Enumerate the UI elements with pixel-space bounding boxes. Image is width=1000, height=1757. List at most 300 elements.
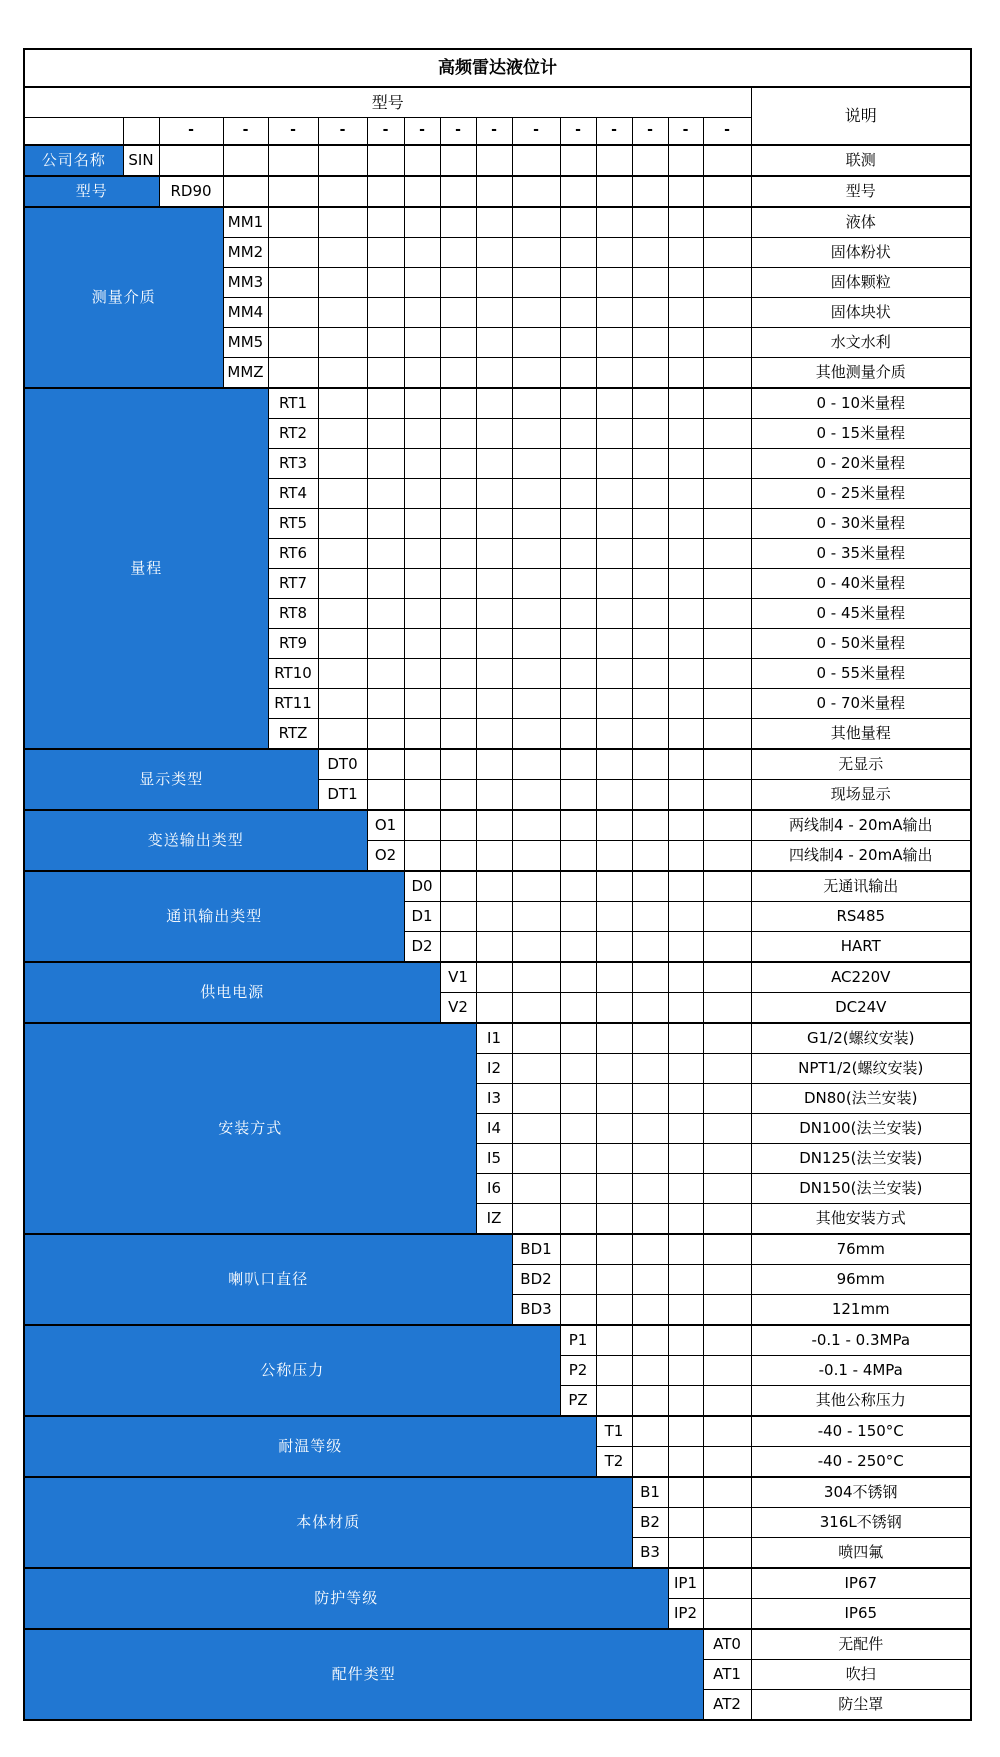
- grid-cell: [668, 1416, 703, 1447]
- grid-cell: [404, 719, 440, 750]
- grid-cell: [367, 207, 404, 238]
- grid-cell: [703, 479, 751, 509]
- option-description: 无显示: [751, 749, 971, 780]
- grid-cell: [512, 1114, 560, 1144]
- grid-cell: [560, 328, 596, 358]
- option-code: D2: [404, 932, 440, 963]
- grid-cell: [596, 1265, 632, 1295]
- grid-cell: [560, 780, 596, 811]
- option-description: DN80(法兰安装): [751, 1084, 971, 1114]
- grid-cell: [476, 629, 512, 659]
- grid-cell: [632, 902, 668, 932]
- dash-separator: -: [440, 118, 476, 146]
- option-code: RT6: [268, 539, 318, 569]
- grid-cell: [512, 962, 560, 993]
- grid-cell: [596, 1386, 632, 1417]
- grid-cell: [668, 932, 703, 963]
- grid-cell: [560, 298, 596, 328]
- grid-cell: [476, 780, 512, 811]
- grid-cell: [596, 599, 632, 629]
- grid-cell: [703, 871, 751, 902]
- option-code: P2: [560, 1356, 596, 1386]
- grid-cell: [318, 207, 367, 238]
- grid-cell: [367, 449, 404, 479]
- grid-cell: [476, 419, 512, 449]
- option-code: SIN: [123, 145, 159, 176]
- grid-cell: [404, 238, 440, 268]
- grid-cell: [268, 238, 318, 268]
- grid-cell: [560, 479, 596, 509]
- grid-cell: [512, 719, 560, 750]
- grid-cell: [703, 358, 751, 389]
- grid-cell: [476, 207, 512, 238]
- option-description: 0 - 20米量程: [751, 449, 971, 479]
- option-description: 其他安装方式: [751, 1204, 971, 1235]
- grid-cell: [512, 841, 560, 872]
- grid-cell: [668, 629, 703, 659]
- option-code: D0: [404, 871, 440, 902]
- grid-cell: [560, 176, 596, 207]
- grid-cell: [632, 1054, 668, 1084]
- grid-cell: [668, 207, 703, 238]
- grid-cell: [703, 449, 751, 479]
- option-description: NPT1/2(螺纹安装): [751, 1054, 971, 1084]
- option-code: DT0: [318, 749, 367, 780]
- grid-cell: [668, 902, 703, 932]
- grid-cell: [440, 599, 476, 629]
- option-description: 水文水利: [751, 328, 971, 358]
- grid-cell: [560, 268, 596, 298]
- grid-cell: [632, 569, 668, 599]
- grid-cell: [268, 207, 318, 238]
- grid-cell: [703, 1144, 751, 1174]
- grid-cell: [560, 871, 596, 902]
- grid-cell: [632, 689, 668, 719]
- grid-cell: [404, 358, 440, 389]
- selection-table: [23, 48, 972, 1721]
- grid-cell: [476, 659, 512, 689]
- option-code: RT8: [268, 599, 318, 629]
- grid-cell: [668, 1204, 703, 1235]
- grid-cell: [560, 569, 596, 599]
- option-code: I5: [476, 1144, 512, 1174]
- grid-cell: [440, 841, 476, 872]
- grid-cell: [703, 1386, 751, 1417]
- grid-cell: [512, 993, 560, 1024]
- grid-cell: [668, 871, 703, 902]
- grid-cell: [632, 659, 668, 689]
- grid-cell: [367, 419, 404, 449]
- grid-cell: [703, 176, 751, 207]
- grid-cell: [560, 1204, 596, 1235]
- grid-cell: [512, 932, 560, 963]
- grid-cell: [596, 1234, 632, 1265]
- grid-cell: [512, 689, 560, 719]
- grid-cell: [223, 145, 268, 176]
- grid-cell: [703, 902, 751, 932]
- grid-cell: [476, 569, 512, 599]
- grid-cell: [632, 1325, 668, 1356]
- grid-cell: [268, 298, 318, 328]
- grid-cell: [404, 841, 440, 872]
- grid-cell: [440, 449, 476, 479]
- grid-cell: [512, 328, 560, 358]
- grid-cell: [596, 388, 632, 419]
- grid-cell: [596, 419, 632, 449]
- option-description: DN150(法兰安装): [751, 1174, 971, 1204]
- category-label: 本体材质: [24, 1477, 632, 1568]
- grid-cell: [668, 539, 703, 569]
- grid-cell: [668, 1114, 703, 1144]
- grid-cell: [632, 388, 668, 419]
- grid-cell: [404, 268, 440, 298]
- option-description: 四线制4 - 20mA输出: [751, 841, 971, 872]
- grid-cell: [476, 689, 512, 719]
- option-description: AC220V: [751, 962, 971, 993]
- grid-cell: [512, 1144, 560, 1174]
- grid-cell: [596, 176, 632, 207]
- grid-cell: [703, 509, 751, 539]
- grid-cell: [476, 841, 512, 872]
- grid-cell: [632, 479, 668, 509]
- grid-cell: [703, 1325, 751, 1356]
- grid-cell: [632, 207, 668, 238]
- option-description: DN100(法兰安装): [751, 1114, 971, 1144]
- grid-cell: [318, 449, 367, 479]
- grid-cell: [632, 1386, 668, 1417]
- option-description: RS485: [751, 902, 971, 932]
- grid-cell: [632, 810, 668, 841]
- grid-cell: [476, 479, 512, 509]
- grid-cell: [268, 268, 318, 298]
- grid-cell: [476, 358, 512, 389]
- grid-cell: [512, 176, 560, 207]
- grid-cell: [512, 145, 560, 176]
- grid-cell: [476, 599, 512, 629]
- grid-cell: [440, 419, 476, 449]
- grid-cell: [476, 388, 512, 419]
- grid-cell: [367, 358, 404, 389]
- option-code: B3: [632, 1538, 668, 1569]
- grid-cell: [404, 599, 440, 629]
- option-code: RT3: [268, 449, 318, 479]
- grid-cell: [668, 1174, 703, 1204]
- grid-cell: [668, 1508, 703, 1538]
- grid-cell: [440, 207, 476, 238]
- category-label: 防护等级: [24, 1568, 668, 1629]
- dash-separator: -: [223, 118, 268, 146]
- option-code: RTZ: [268, 719, 318, 750]
- grid-cell: [668, 1144, 703, 1174]
- grid-cell: [512, 298, 560, 328]
- option-code: BD2: [512, 1265, 560, 1295]
- grid-cell: [560, 841, 596, 872]
- grid-cell: [703, 268, 751, 298]
- grid-cell: [512, 1204, 560, 1235]
- dash-separator: -: [159, 118, 223, 146]
- grid-cell: [476, 328, 512, 358]
- grid-cell: [703, 841, 751, 872]
- grid-cell: [367, 388, 404, 419]
- grid-cell: [596, 659, 632, 689]
- category-label: 公司名称: [24, 145, 123, 176]
- grid-cell: [440, 932, 476, 963]
- grid-cell: [512, 629, 560, 659]
- option-description: 防尘罩: [751, 1690, 971, 1721]
- grid-cell: [668, 1356, 703, 1386]
- option-description: 型号: [751, 176, 971, 207]
- grid-cell: [632, 328, 668, 358]
- option-code: AT0: [703, 1629, 751, 1660]
- option-code: B1: [632, 1477, 668, 1508]
- grid-cell: [476, 539, 512, 569]
- grid-cell: [512, 871, 560, 902]
- grid-cell: [668, 1265, 703, 1295]
- grid-cell: [668, 1477, 703, 1508]
- grid-cell: [632, 871, 668, 902]
- grid-cell: [632, 509, 668, 539]
- grid-cell: [632, 629, 668, 659]
- grid-cell: [703, 328, 751, 358]
- grid-cell: [512, 599, 560, 629]
- option-code: MM3: [223, 268, 268, 298]
- grid-cell: [596, 1054, 632, 1084]
- grid-cell: [596, 298, 632, 328]
- grid-cell: [596, 539, 632, 569]
- grid-cell: [632, 1416, 668, 1447]
- grid-cell: [703, 659, 751, 689]
- option-code: T2: [596, 1447, 632, 1478]
- option-code: RD90: [159, 176, 223, 207]
- category-label: 安装方式: [24, 1023, 476, 1234]
- grid-cell: [596, 145, 632, 176]
- grid-cell: [476, 871, 512, 902]
- grid-cell: [318, 298, 367, 328]
- grid-cell: [703, 1114, 751, 1144]
- grid-cell: [440, 629, 476, 659]
- grid-cell: [404, 298, 440, 328]
- grid-cell: [560, 993, 596, 1024]
- grid-cell: [440, 176, 476, 207]
- grid-cell: [404, 509, 440, 539]
- model-selection-sheet: [23, 48, 972, 1721]
- grid-cell: [404, 629, 440, 659]
- option-code: RT4: [268, 479, 318, 509]
- grid-cell: [668, 328, 703, 358]
- option-code: RT9: [268, 629, 318, 659]
- grid-cell: [596, 1144, 632, 1174]
- option-description: 固体粉状: [751, 238, 971, 268]
- dash-separator: -: [668, 118, 703, 146]
- grid-cell: [512, 1084, 560, 1114]
- option-code: I1: [476, 1023, 512, 1054]
- grid-cell: [703, 599, 751, 629]
- grid-cell: [440, 539, 476, 569]
- grid-cell: [560, 358, 596, 389]
- grid-cell: [367, 268, 404, 298]
- category-label: 耐温等级: [24, 1416, 596, 1477]
- grid-cell: [596, 1356, 632, 1386]
- grid-cell: [596, 268, 632, 298]
- option-description: 固体颗粒: [751, 268, 971, 298]
- grid-cell: [668, 993, 703, 1024]
- grid-cell: [703, 629, 751, 659]
- grid-cell: [703, 419, 751, 449]
- dash-separator: -: [318, 118, 367, 146]
- grid-cell: [596, 479, 632, 509]
- grid-cell: [632, 1144, 668, 1174]
- grid-cell: [367, 599, 404, 629]
- grid-cell: [632, 298, 668, 328]
- model-code-header: 型号: [24, 87, 751, 118]
- grid-cell: [596, 1174, 632, 1204]
- option-code: RT2: [268, 419, 318, 449]
- grid-cell: [476, 719, 512, 750]
- option-description: 其他公称压力: [751, 1386, 971, 1417]
- grid-cell: [668, 1325, 703, 1356]
- grid-cell: [668, 719, 703, 750]
- option-description: 其他测量介质: [751, 358, 971, 389]
- grid-cell: [367, 780, 404, 811]
- grid-cell: [367, 539, 404, 569]
- grid-cell: [560, 1234, 596, 1265]
- grid-cell: [596, 1204, 632, 1235]
- grid-cell: [560, 932, 596, 963]
- grid-cell: [668, 449, 703, 479]
- grid-cell: [596, 629, 632, 659]
- grid-cell: [367, 238, 404, 268]
- grid-cell: [404, 207, 440, 238]
- option-code: BD3: [512, 1295, 560, 1326]
- dash-separator: -: [560, 118, 596, 146]
- option-description: 76mm: [751, 1234, 971, 1265]
- grid-cell: [596, 1114, 632, 1144]
- grid-cell: [367, 629, 404, 659]
- grid-cell: [123, 118, 159, 146]
- grid-cell: [512, 902, 560, 932]
- grid-cell: [632, 176, 668, 207]
- option-code: BD1: [512, 1234, 560, 1265]
- grid-cell: [632, 841, 668, 872]
- grid-cell: [560, 1265, 596, 1295]
- grid-cell: [440, 780, 476, 811]
- grid-cell: [668, 509, 703, 539]
- grid-cell: [318, 539, 367, 569]
- option-code: I4: [476, 1114, 512, 1144]
- grid-cell: [632, 780, 668, 811]
- grid-cell: [404, 388, 440, 419]
- dash-separator: -: [703, 118, 751, 146]
- option-description: -0.1 - 0.3MPa: [751, 1325, 971, 1356]
- grid-cell: [560, 1084, 596, 1114]
- option-code: O1: [367, 810, 404, 841]
- grid-cell: [703, 1477, 751, 1508]
- grid-cell: [560, 689, 596, 719]
- grid-cell: [404, 659, 440, 689]
- grid-cell: [476, 962, 512, 993]
- dash-separator: -: [632, 118, 668, 146]
- grid-cell: [703, 1508, 751, 1538]
- grid-cell: [632, 1295, 668, 1326]
- grid-cell: [318, 569, 367, 599]
- grid-cell: [440, 509, 476, 539]
- grid-cell: [703, 238, 751, 268]
- grid-cell: [703, 1054, 751, 1084]
- grid-cell: [318, 176, 367, 207]
- option-description: 固体块状: [751, 298, 971, 328]
- grid-cell: [560, 145, 596, 176]
- grid-cell: [668, 1295, 703, 1326]
- grid-cell: [560, 449, 596, 479]
- grid-cell: [440, 238, 476, 268]
- option-description: 0 - 55米量程: [751, 659, 971, 689]
- grid-cell: [318, 388, 367, 419]
- option-description: IP65: [751, 1599, 971, 1630]
- grid-cell: [476, 902, 512, 932]
- category-label: 喇叭口直径: [24, 1234, 512, 1325]
- grid-cell: [632, 993, 668, 1024]
- grid-cell: [596, 719, 632, 750]
- grid-cell: [560, 1023, 596, 1054]
- grid-cell: [703, 1023, 751, 1054]
- grid-cell: [512, 1054, 560, 1084]
- option-code: MM4: [223, 298, 268, 328]
- grid-cell: [223, 176, 268, 207]
- option-description: 304不锈钢: [751, 1477, 971, 1508]
- category-label: 公称压力: [24, 1325, 560, 1416]
- option-code: IZ: [476, 1204, 512, 1235]
- grid-cell: [703, 1356, 751, 1386]
- grid-cell: [668, 1023, 703, 1054]
- grid-cell: [367, 479, 404, 509]
- grid-cell: [476, 145, 512, 176]
- grid-cell: [703, 1265, 751, 1295]
- grid-cell: [668, 298, 703, 328]
- option-code: T1: [596, 1416, 632, 1447]
- grid-cell: [703, 207, 751, 238]
- grid-cell: [703, 962, 751, 993]
- description-header: 说明: [751, 87, 971, 145]
- grid-cell: [632, 449, 668, 479]
- grid-cell: [367, 298, 404, 328]
- option-description: 316L不锈钢: [751, 1508, 971, 1538]
- grid-cell: [668, 419, 703, 449]
- grid-cell: [632, 1114, 668, 1144]
- grid-cell: [440, 810, 476, 841]
- option-description: 联测: [751, 145, 971, 176]
- grid-cell: [560, 388, 596, 419]
- grid-cell: [367, 145, 404, 176]
- option-code: MMZ: [223, 358, 268, 389]
- grid-cell: [367, 569, 404, 599]
- grid-cell: [367, 659, 404, 689]
- grid-cell: [367, 749, 404, 780]
- grid-cell: [596, 358, 632, 389]
- grid-cell: [632, 749, 668, 780]
- grid-cell: [440, 328, 476, 358]
- option-code: V1: [440, 962, 476, 993]
- grid-cell: [512, 358, 560, 389]
- grid-cell: [703, 388, 751, 419]
- option-description: 0 - 25米量程: [751, 479, 971, 509]
- option-code: RT11: [268, 689, 318, 719]
- grid-cell: [560, 509, 596, 539]
- option-description: 喷四氟: [751, 1538, 971, 1569]
- grid-cell: [703, 1084, 751, 1114]
- grid-cell: [668, 479, 703, 509]
- grid-cell: [476, 993, 512, 1024]
- grid-cell: [560, 810, 596, 841]
